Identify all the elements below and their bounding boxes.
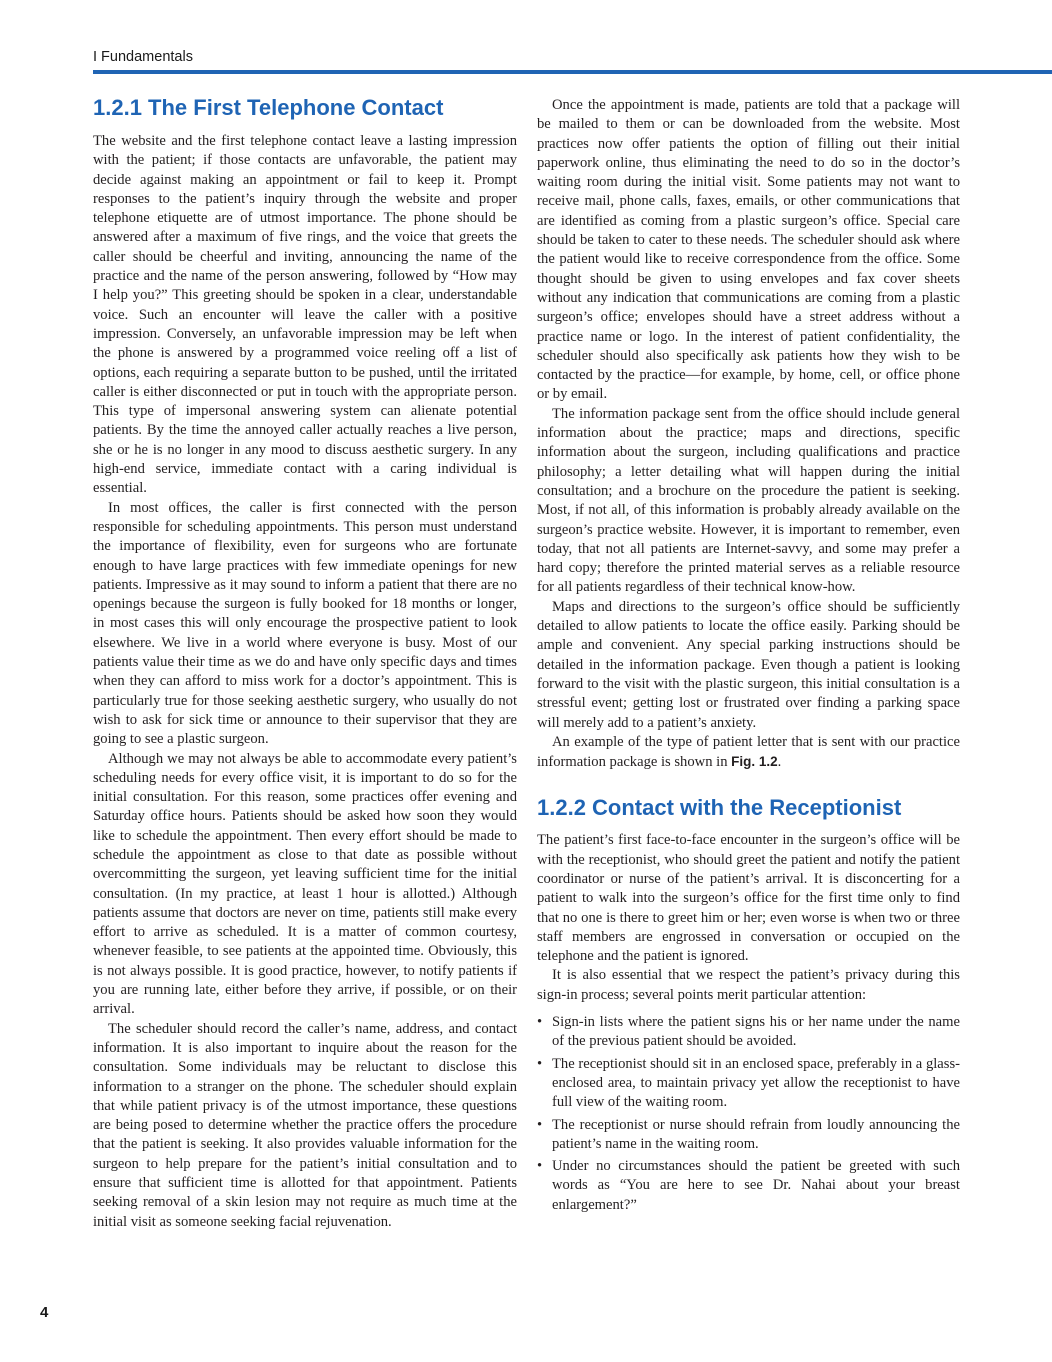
body-paragraph: The scheduler should record the caller’s name, address, and contact information. It is also important to inquire about the reason for the consultation. Some individuals may be reluctant to disclose this information to a stranger on the phone. The scheduler should explain that while patient privacy is of the utmost importance, these questions are being posed to determine whether the practice offers the procedure that the patient is seeking. It also provides valuable information for the surgeon to help prepare for the patient’s initial consultation and to ensure that sufficient time is allotted for that appointment. Patients seeking removal of a skin lesion may not require as much time at the initial visit as someone seeking facial rejuvenation.: [93, 1020, 517, 1230]
list-item: [537, 1055, 960, 1113]
header-rule: [93, 70, 1052, 74]
body-paragraph: The website and the first telephone contact leave a lasting impression with the patient; if those contacts are unfavorable, the patient may decide against making an appointment or fail to keep it. Prompt responses to the patient’s inquiry through the website and proper telephone etiquette are of utmost importance. The phone should be answered after a maximum of five rings, and the voice that greets the caller should be cheerful and inviting, announcing the name of the practice and the name of the person answering, followed by “How may I help you?” This greeting should be spoken in a clear, understandable voice. Such an encounter will leave the caller with a positive impression. Conversely, an unfavorable impression may be left when the phone is answered by a programmed voice reeling off a list of options, each requiring a separate button to be pushed, until the irritated caller is either disconnected or put in touch with the appropriate person. This type of impersonal answering system can alienate potential patients. By the time the annoyed caller actually reaches a live person, she or he is no longer in any mood to discuss aesthetic surgery. In any high-end service, immediate contact with a caring individual is essential.: [93, 133, 517, 497]
figure-reference-end: .: [777, 754, 782, 771]
figure-reference-link[interactable]: Fig. 1.2: [731, 754, 778, 770]
bullet-icon: •: [537, 1116, 543, 1133]
section-heading-contact-with-receptionist: 1.2.2 Contact with the Receptionist: [537, 795, 902, 821]
body-paragraph: In most offices, the caller is first connected with the person responsible for scheduling appointments. This person must understand the importance of flexibility, even for surgeons who are fortunate enough to have large practices with few immediate openings for new patients. Impressive as it may sound to inform a patient that there are no openings because the surgeon is fully booked for 18 months or longer, in most cases this will only encourage the prospective patient to look elsewhere. We live in a world where everyone is busy. Most of our patients value their time as we do and have only specific days and times when they can afford to miss work for a doctor’s appointment. This is particularly true for those seeking aesthetic surgery, who usually do not wish to ask for sick time or announce to their supervisor that they are going to see a plastic surgeon.: [93, 499, 517, 748]
body-paragraph: It is also essential that we respect the patient’s privacy during this sign-in process; several points merit particular attention:: [537, 967, 960, 1003]
body-paragraph: The patient’s first face-to-face encounter in the surgeon’s office will be with the receptionist, who should greet the patient and notify the patient coordinator or nurse of the patient’s arrival. It is disconcerting for a patient to walk into the surgeon’s office for the first time only to find that no one is there to greet him or her; even worse is when two or three staff members are engrossed in conversation or occupied on the telephone and the patient is ignored.: [537, 832, 960, 965]
bullet-icon: •: [537, 1055, 543, 1072]
body-paragraph: Maps and directions to the surgeon’s office should be sufficiently detailed to allow patients to locate the office easily. Parking should be ample and convenient. Any special parking instructions should be detailed in the information package. Even though a patient is looking forward to the visit with the plastic surgeon, this initial consultation is a stressful event; getting lost or frustrated over finding a parking space will merely add to a patient’s anxiety.: [537, 598, 960, 731]
right-column: [537, 96, 960, 1218]
bullet-icon: •: [537, 1014, 543, 1031]
list-item: [537, 1157, 960, 1215]
list-item: [537, 1013, 960, 1052]
list-item-text: The receptionist should sit in an enclosed space, preferably in a glass-enclosed area, to maintain privacy yet allow the receptionist to have full view of the waiting room.: [552, 1055, 960, 1111]
figure-reference-text: An example of the type of patient letter that is sent with our practice information package is shown in: [537, 733, 960, 771]
list-item-text: The receptionist or nurse should refrain from loudly announcing the patient’s name in the waiting room.: [552, 1116, 960, 1152]
section-heading-first-telephone-contact: 1.2.1 The First Telephone Contact: [93, 95, 444, 120]
list-item: [537, 1116, 960, 1155]
figure-reference-paragraph: [537, 733, 960, 773]
privacy-points-list: [537, 1013, 960, 1215]
left-column: [93, 96, 517, 1232]
bullet-icon: •: [537, 1158, 543, 1175]
list-item-text: Under no circumstances should the patient be greeted with such words as “You are here to see Dr. Nahai about your breast enlargement?”: [552, 1158, 960, 1213]
running-head: I Fundamentals: [93, 49, 193, 65]
list-item-text: Sign-in lists where the patient signs his or her name under the name of the previous patient should be avoided.: [552, 1014, 960, 1050]
body-paragraph: Once the appointment is made, patients are told that a package will be mailed to them or can be downloaded from the website. Most practices now offer patients the option of filling out their initial paperwork online, thus eliminating the need to do so in the doctor’s waiting room during the initial visit. Some patients may not want to receive mail, phone calls, faxes, emails, or other communications that are identified as coming from a plastic surgeon’s office. Special care should be taken to cater to these needs. The scheduler should ask where the patient would like to receive correspondence from the office. Some thought should be given to using envelopes and fax cover sheets without any indication that communications are coming from a plastic surgeon’s office; envelopes should have a street address without a practice name or logo. In the interest of patient confidentiality, the scheduler should also specifically ask patients how they wish to be contacted by the practice—for example, by home, cell, or office phone or by email.: [537, 97, 960, 403]
body-paragraph: The information package sent from the office should include general information about the practice; maps and directions, specific information about the surgeon, including qualifications and practice philosophy; a letter detailing what will happen during the initial consultation; and a brochure on the procedure the patient is seeking. Most, if not all, of this information is probably already available on the surgeon’s practice website. However, it is important to remember, even today, that not all patients are Internet-savvy, and some may prefer a hard copy; therefore the printed material serves as a reliable resource for all patients regardless of their technical know-how.: [537, 405, 960, 596]
body-paragraph: Although we may not always be able to accommodate every patient’s scheduling needs for every office visit, it is important to do so for the initial consultation. For this reason, some practices offer evening and Saturday office hours. Patients should be asked how soon they would like to schedule the appointment. Then every effort should be made to schedule the appointment as close to that date as possible without overcommitting the surgeon, yet leaving sufficient time for the initial consultation. (In my practice, at least 1 hour is allotted.) Although patients assume that doctors are never on time, patients still make every effort to arrive as scheduled. It is a matter of common courtesy, whenever feasible, to see patients at the appointed time. Obviously, this is not always possible. It is good practice, however, to notify patients if you are running late, either before they arrive, if possible, or on their arrival.: [93, 750, 517, 1018]
page-number: 4: [40, 1304, 49, 1321]
